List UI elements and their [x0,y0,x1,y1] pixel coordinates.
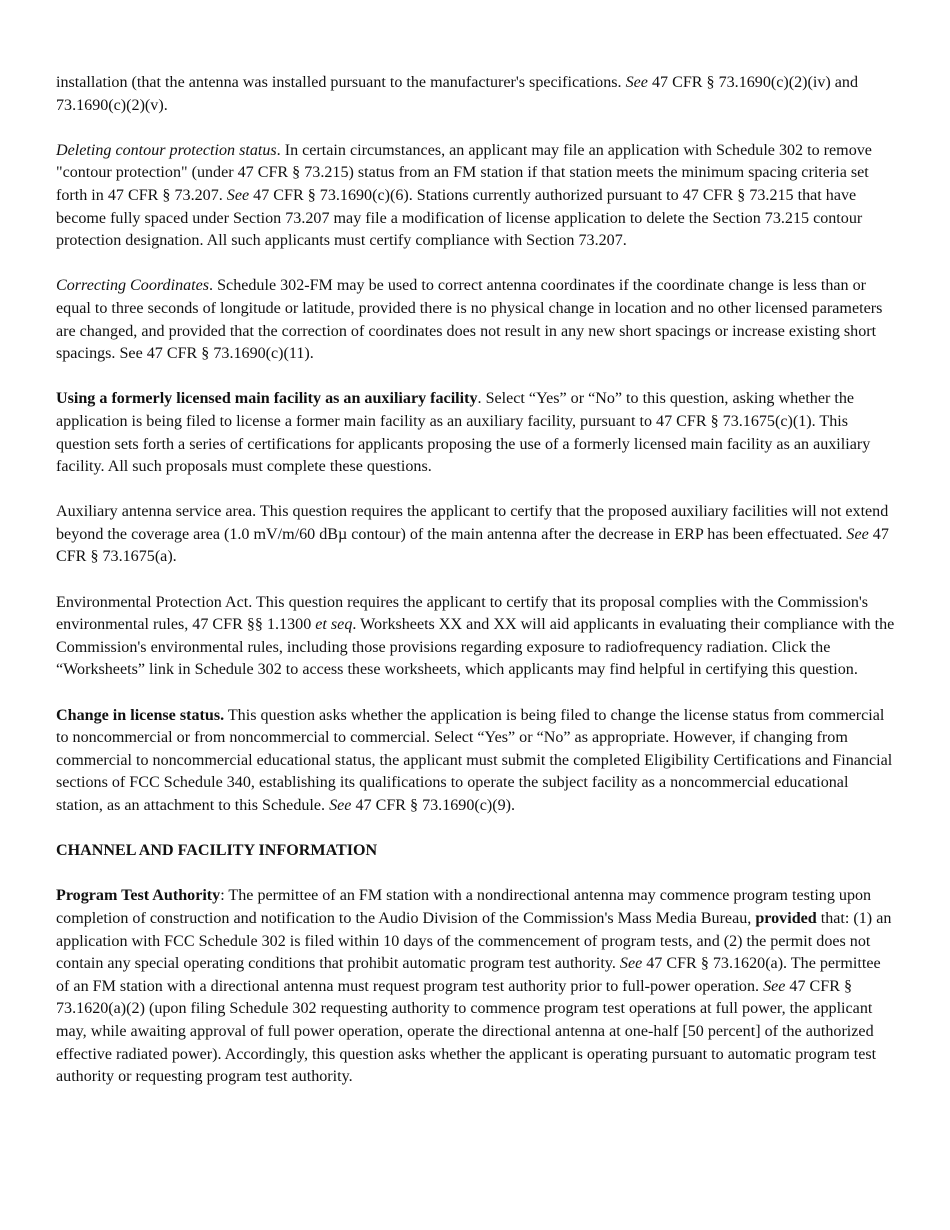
paragraph-auxiliary-antenna-service-area: Auxiliary antenna service area. This question requires the applicant to certify that the proposed auxiliary facilities will not extend beyond the coverage area (1.0 mV/m/60 dBµ contour) of the main antenna after the decrease in ERP has been effectuated. See 47 CFR § 73.1675(a). [56,503,889,566]
paragraph-title: Using a formerly licensed main facility as an auxiliary facility [56,390,478,408]
et-seq-citation: et seq [315,616,353,634]
section-heading: CHANNEL AND FACILITY INFORMATION [56,842,378,860]
paragraph-title: Correcting Coordinates [56,277,210,295]
see-citation: See [619,955,643,973]
provided-emphasis: provided [755,909,817,927]
paragraph-deleting-contour-protection: Deleting contour protection status. In certain circumstances, an applicant may file an application with Schedule 302 to remove "contour protection" (under 47 CFR § 73.215) status from an FM station if that station meets the minimum spacing criteria set forth in 47 CFR § 73.207. See 47 CFR § 73.1690(c)(6). Stations currently authorized pursuant to 47 CFR § 73.215 that have become fully spaced under Section 73.207 may file a modification of license application to delete the Section 73.215 contour protection designation. All such applicants must certify compliance with Section 73.207. [56,141,872,250]
paragraph-title: Program Test Authority [56,887,221,905]
see-citation: See [226,186,250,204]
see-citation: See [625,74,648,91]
paragraph-title: Deleting contour protection status [56,141,277,159]
paragraph-title: Change in license status. [56,706,225,724]
see-citation: See [763,977,786,995]
paragraph-environmental-protection-act: Environmental Protection Act. This question requires the applicant to certify that its proposal complies with the Commission's environmental rules, 47 CFR §§ 1.1300 et seq. Worksheets XX and XX will aid applicants in evaluating their compliance with the Commission's environmental rules, including those provisions regarding exposure to radiofrequency radiation. Click the “Worksheets” link in Schedule 302 to access these worksheets, which applicants may find helpful in certifying this question. [56,593,895,679]
document-page [56,72,896,1111]
paragraph-formerly-licensed-main-facility: Using a formerly licensed main facility as an auxiliary facility. Select “Yes” or “No” to this question, asking whether the application is being filed to license a former main facility as an auxiliary facility, pursuant to 47 CFR § 73.1675(c)(1). This question sets forth a series of certifications for applicants proposing the use of a formerly licensed main facility as an auxiliary facility. All such proposals must complete these questions. [56,390,871,476]
paragraph-installation: installation (that the antenna was installed pursuant to the manufacturer's specifications. See 47 CFR § 73.1690(c)(2)(iv) and 73.1690(c)(2)(v). [56,74,859,114]
paragraph-change-in-license-status: Change in license status. This question asks whether the application is being filed to change the license status from commercial to noncommercial or from noncommercial to commercial. Select “Yes” or “No” as appropriate. However, if changing from commercial to noncommercial educational status, the applicant must submit the completed Eligibility Certifications and Financial sections of FCC Schedule 340, establishing its qualifications to operate the subject facility as a noncommercial educational station, as an attachment to this Schedule. See 47 CFR § 73.1690(c)(9). [56,706,893,814]
paragraph-program-test-authority: Program Test Authority: The permittee of an FM station with a nondirectional antenna may commence program testing upon completion of construction and notification to the Audio Division of the Commission's Mass Media Bureau, provided that: (1) an application with FCC Schedule 302 is filed within 10 days of the commencement of program tests, and (2) the permit does not contain any special operating conditions that prohibit automatic program test authority. See 47 CFR § 73.1620(a). The permittee of an FM station with a directional antenna must request program test authority prior to full-power operation. See 47 CFR § 73.1620(a)(2) (upon filing Schedule 302 requesting authority to commence program test operations at full power, the applicant may, while awaiting approval of full power operation, operate the directional antenna at one-half [50 percent] of the authorized effective radiated power). Accordingly, this question asks whether the applicant is operating pursuant to automatic program test authority or requesting program test authority. [56,887,892,1086]
paragraph-correcting-coordinates: Correcting Coordinates. Schedule 302-FM may be used to correct antenna coordinates if the coordinate change is less than or equal to three seconds of longitude or latitude, provided there is no physical change in location and no other licensed parameters are changed, and provided that the correction of coordinates does not result in any new short spacings or increase existing short spacings. See 47 CFR § 73.1690(c)(11). [56,277,883,363]
see-citation: See [846,525,869,543]
see-citation: See [329,797,352,814]
